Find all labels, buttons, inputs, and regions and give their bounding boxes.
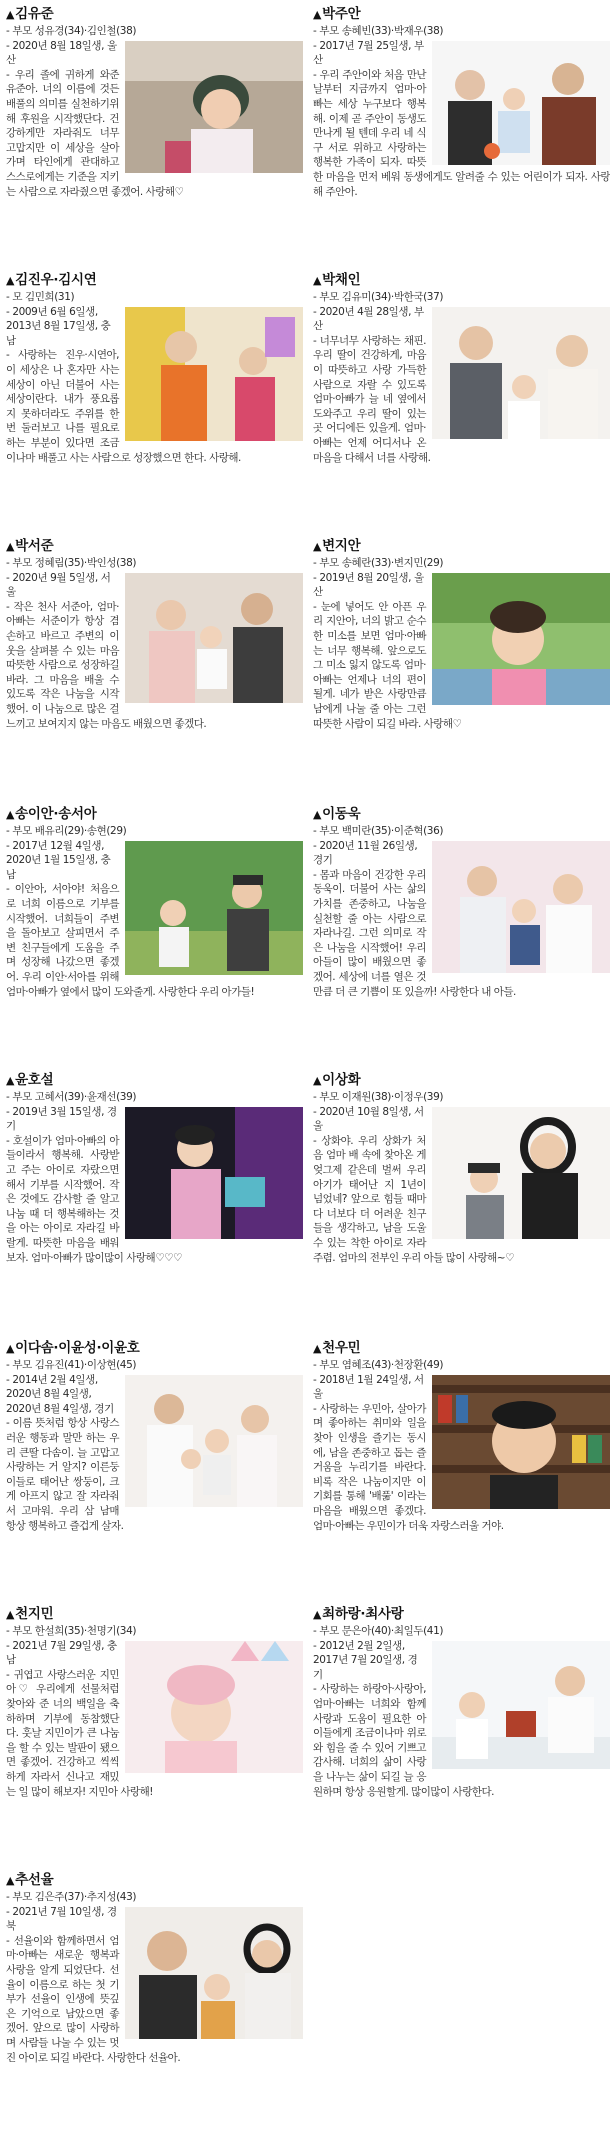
- birth-info: - 2012년 2월 2일생, 2017년 7월 20일생, 경기: [313, 1639, 418, 1681]
- child-name: ▲박서준: [6, 538, 54, 554]
- message: - 이안아, 서아야! 처음으로 너희 이름으로 기부를 시작했어. 너희들이 주변을 돌아보고 살피면서 주변 친구들에게 도움을 주며 성장해 나갔으면 좋겠어. 우리 이안·서아를 위해 엄마·아빠가 옆에서 많이 도와줄게. 사랑한다 우리 아가들!: [6, 883, 255, 998]
- donor-entry: [313, 272, 610, 465]
- birth-info: - 2019년 3월 15일생, 경기: [6, 1105, 117, 1133]
- message: - 호설이가 엄마·아빠의 아들이라서 행복해. 사랑받고 주는 아이로 자랐으면 해서 기부를 시작했어. 작은 것에도 감사할 줄 알고 나눔 때 더 행복해하는 것을 아는 아이로 자라길 바랄게. 따뜻한 마음을 배워보자. 엄마·아빠가 많이많이 사랑해♡♡♡: [6, 1134, 182, 1264]
- parents-line: - 모 김민희(31): [6, 291, 75, 303]
- donor-entry: [313, 806, 610, 999]
- donor-entry: [313, 538, 610, 731]
- donor-entry: [6, 806, 303, 999]
- parents-line: - 부모 송혜란(33)·변지민(29): [313, 557, 444, 569]
- donor-entry: [6, 1340, 303, 1533]
- parents-line: - 부모 염혜조(43)·천장환(49): [313, 1359, 444, 1371]
- message: - 몸과 마음이 건강한 우리 동욱이. 더불어 사는 삶의 가치를 존중하고, 나눔을 실천할 줄 아는 사람으로 자라나길. 그런 의미로 작은 나눔을 시작했어! 우리 아들이 많이 배웠으면 좋겠어. 세상에 너를 열은 것만큼 더 큰 기쁨이 또 있을까! 사랑한다 내 아들.: [313, 868, 516, 998]
- child-name: ▲이동욱: [313, 806, 361, 822]
- child-name: ▲이다솜·이윤성·이윤호: [6, 1340, 140, 1356]
- parents-line: - 부모 문은아(40)·최일두(41): [313, 1625, 444, 1637]
- parents-line: - 부모 김유진(41)·이상현(45): [6, 1359, 137, 1371]
- donor-entry: [6, 1872, 303, 2065]
- child-name: ▲변지안: [313, 538, 361, 554]
- child-name: ▲윤호설: [6, 1072, 54, 1088]
- parents-line: - 부모 김유미(34)·박한국(37): [313, 291, 444, 303]
- family-photo: [125, 1107, 303, 1239]
- family-photo: [432, 573, 610, 705]
- family-photo: [125, 1375, 303, 1507]
- message: - 이름 뜻처럼 항상 사랑스러운 행동과 말만 하는 우리 큰딸 다솜이. 늘 고맙고 사랑하는 거 알지? 이른둥이들로 태어난 쌍둥이, 크게 아프지 않고 잘 자라줘서 고마워. 우리 삼 남매 항상 행복하고 즐겁게 살자.: [6, 1417, 124, 1532]
- message: - 선율이와 함께하면서 엄마·아빠는 새로운 행복과 사랑을 알게 되었단다. 선율이 이름으로 하는 첫 기부가 선율이 인생에 뜻깊은 기억으로 남았으면 좋겠어. 앞으로 많이 사랑하며 사람들 나눌 수 있는 멋진 아이로 되길 바란다. 사랑한다 선율아.: [6, 1934, 181, 2064]
- message: - 사랑하는 우민아, 살아가며 좋아하는 취미와 일을 찾아 인생을 즐기는 동시에, 남을 존중하고 돕는 즐거움을 누리기를 바란다. 비록 작은 나눔이지만 이 기회를 통해 '배풂' 이라는 마음을 배웠으면 좋겠다. 엄마·아빠는 우민이가 더욱 자랑스러울 거야.: [313, 1402, 504, 1532]
- donor-entry: [6, 1606, 303, 1799]
- birth-info: - 2009년 6월 6일생, 2013년 8월 17일생, 충남: [6, 305, 111, 347]
- message: - 작은 천사 서준아, 엄마·아빠는 서준이가 항상 겸손하고 바르고 주변의 이웃을 살펴볼 수 있는 마음 따뜻한 사람으로 성장하길 바라. 그 마음을 배울 수 있도록 작은 나눔을 시작했어. 이 나눔으로 많은 걸 느끼고 보여지지 않는 마음도 배웠으면 좋겠다.: [6, 600, 207, 730]
- donor-entry: [313, 1072, 610, 1265]
- family-photo: [125, 41, 303, 173]
- family-photo: [432, 841, 610, 973]
- birth-info: - 2017년 12월 4일생, 2020년 1월 15일생, 충남: [6, 839, 111, 881]
- family-photo: [125, 1641, 303, 1773]
- donor-entry: [6, 1072, 303, 1265]
- child-name: ▲최하랑·최사랑: [313, 1606, 404, 1622]
- birth-info: - 2021년 7월 10일생, 경북: [6, 1905, 117, 1933]
- child-name: ▲박채인: [313, 272, 361, 288]
- parents-line: - 부모 김은주(37)·추지성(43): [6, 1891, 137, 1903]
- child-name: ▲추선율: [6, 1872, 54, 1888]
- birth-info: - 2020년 11월 26일생, 경기: [313, 839, 418, 867]
- family-photo: [125, 573, 303, 703]
- birth-info: - 2020년 9월 5일생, 서울: [6, 571, 111, 599]
- family-photo: [125, 841, 303, 975]
- parents-line: - 부모 성유경(34)·김인철(38): [6, 25, 137, 37]
- birth-info: - 2019년 8월 20일생, 울산: [313, 571, 424, 599]
- family-photo: [432, 307, 610, 439]
- family-photo: [432, 1375, 610, 1509]
- message: - 우리 주안이와 처음 만난 날부터 지금까지 엄마·아빠는 세상 누구보다 행복해. 이제 곧 주안이 동생도 만나게 될 텐데 우리 네 식구 서로 위하고 사랑하는 행복한 가족이 되자. 따뜻한 마음을 먼저 베워 동생에게도 알려줄 수 있는 어린이가 되자. 사랑해 주안아.: [313, 68, 610, 198]
- birth-info: - 2021년 7월 29일생, 충남: [6, 1639, 117, 1667]
- donor-entry: [313, 1606, 610, 1799]
- parents-line: - 부모 배유리(29)·송현(29): [6, 825, 127, 837]
- message: - 귀엽고 사랑스러운 지민아♡ 우리에게 선물처럼 찾아와 준 너의 백일을 축하하며 기부에 동참했단다. 훗날 지민이가 큰 나눔을 할 수 있는 발판이 됐으면 좋겠어. 건강하고 씩씩하게 자라서 신나고 재밌는 일 많이 해보자! 지민아 사랑해!: [6, 1668, 153, 1798]
- child-name: ▲이상화: [313, 1072, 361, 1088]
- message: - 사랑하는 진우·시연아, 이 세상은 나 혼자만 사는 세상이 아닌 더불어 사는 세상이란다. 내가 풍요롭지 못하더라도 주위를 한번 둘러보고 나를 필요로 하는 부분이 있다면 조금이나마 배풀고 사는 사람으로 성장했으면 한다. 사랑해.: [6, 349, 241, 464]
- donor-entry: [6, 272, 303, 465]
- donor-entry: [6, 538, 303, 731]
- message: - 상화야. 우리 상화가 처음 엄마 배 속에 찾아온 게 엊그제 같은데 벌써 우리 아기가 태어난 지 1년이 넘었네? 앞으로 힘들 때마다 너보다 더 어려운 친구들을 생각하고, 남을 도울 수 있는 착한 아이로 자라주렴. 엄마의 전부인 우리 아들 많이 사랑해~♡: [313, 1134, 515, 1264]
- message: - 눈에 넣어도 안 아픈 우리 지안아, 너의 밝고 순수한 미소를 보면 엄마·아빠는 너무 행복해. 앞으로도 그 미소 잃지 않도록 엄마·아빠는 언제나 너의 편이 될게. 네가 받은 사랑만큼 남에게 나눌 줄 아는 그런 따뜻한 사람이 되길 바라. 사랑해♡: [313, 600, 462, 730]
- birth-info: - 2020년 8월 18일생, 울산: [6, 39, 117, 67]
- birth-info: - 2018년 1월 24일생, 서울: [313, 1373, 424, 1401]
- birth-info: - 2020년 4월 28일생, 부산: [313, 305, 424, 333]
- message: - 사랑하는 하랑아·사랑아, 엄마·아빠는 너희와 함께 사랑과 도움이 필요한 아이들에게 조금이나마 위로와 힘을 줄 수 있어 기쁘고 감사해. 너희의 삶이 사랑을 나누는 삶이 되길 늘 응원하며 항상 응원할게. 많이많이 사랑한다.: [313, 1683, 494, 1798]
- parents-line: - 부모 고혜서(39)·윤재선(39): [6, 1091, 137, 1103]
- family-photo: [125, 307, 303, 441]
- family-photo: [125, 1907, 303, 2039]
- child-name: ▲김유준: [6, 6, 54, 22]
- parents-line: - 부모 백미란(35)·이준혁(36): [313, 825, 444, 837]
- parents-line: - 부모 이재원(38)·이정우(39): [313, 1091, 444, 1103]
- family-photo: [432, 1641, 610, 1769]
- family-photo: [432, 41, 610, 165]
- birth-info: - 2014년 2월 4일생, 2020년 8월 4일생, 2020년 8월 4일생, 경기: [6, 1373, 114, 1415]
- birth-info: - 2017년 7월 25일생, 부산: [313, 39, 424, 67]
- message: - 너무너무 사랑하는 채핀. 우리 딸이 건강하게, 마음이 따뜻하고 사랑 가득한 사람으로 자랄 수 있도록 엄마·아빠가 늘 네 옆에서 도와주고 우리 딸이 있는 곳 어디에든 있을게. 엄마·아빠는 언제 어디서나 온 마음을 다해서 너를 사랑해.: [313, 334, 431, 464]
- child-name: ▲김진우·김시연: [6, 272, 97, 288]
- message: - 우리 졸에 귀하게 와준 유준아. 너의 이름에 것든 배풀의 의미를 실천하기위해 후원을 시작했단다. 건강하게만 자라줘도 너무 고맙지만 이 세상을 살아가며 타인에게 관대하고 스스로에게는 기준을 지키는 사람으로 자라줬으면 좋겠어. 사랑해♡: [6, 68, 184, 198]
- parents-line: - 부모 한설희(35)·천명기(34): [6, 1625, 137, 1637]
- child-name: ▲천우민: [313, 1340, 361, 1356]
- child-name: ▲천지민: [6, 1606, 54, 1622]
- family-photo: [432, 1107, 610, 1239]
- donor-entry: [6, 6, 303, 199]
- child-name: ▲박주안: [313, 6, 361, 22]
- donor-entry: [313, 6, 610, 199]
- parents-line: - 부모 정혜림(35)·박인성(38): [6, 557, 137, 569]
- birth-info: - 2020년 10월 8일생, 서울: [313, 1105, 424, 1133]
- child-name: ▲송이안·송서아: [6, 806, 97, 822]
- donor-entry: [313, 1340, 610, 1533]
- parents-line: - 부모 송혜빈(33)·박재우(38): [313, 25, 444, 37]
